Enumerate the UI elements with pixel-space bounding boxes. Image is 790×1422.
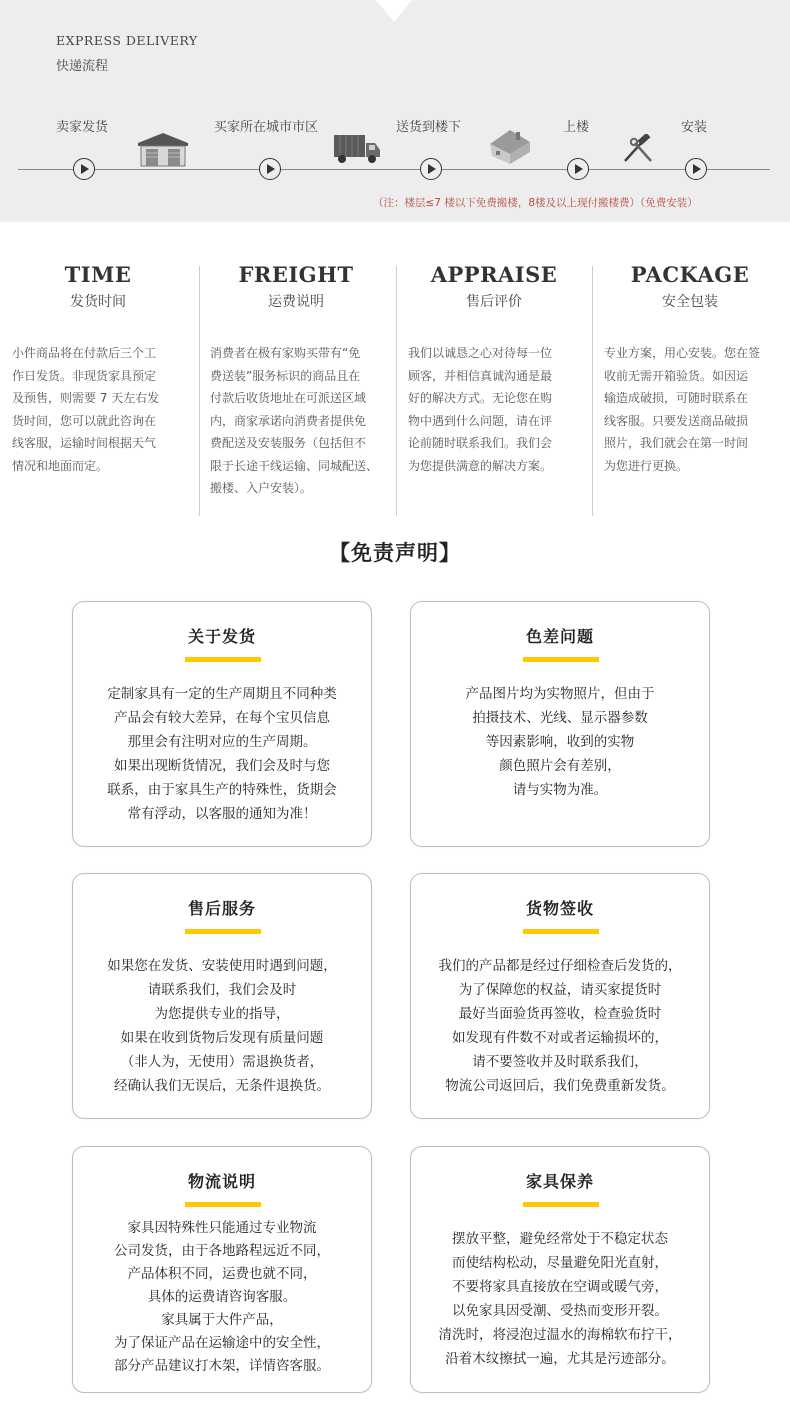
column-title: APPRAISE bbox=[430, 262, 558, 287]
body-line: 收前无需开箱验货。如因运 bbox=[604, 368, 749, 383]
card-body bbox=[411, 1227, 709, 1371]
body-line: 拍摄技术、光线、显示器参数 bbox=[472, 710, 648, 726]
hammer-icon bbox=[621, 134, 657, 164]
body-line: 论前随时联系我们。我们会 bbox=[408, 436, 553, 450]
card-accent-bar bbox=[185, 1202, 261, 1207]
body-line: 我们以诚恳之心对待每一位 bbox=[408, 346, 553, 360]
body-line: 小件商品将在付款后三个工 bbox=[12, 346, 157, 360]
body-line: 付款后收货地址在可派送区域 bbox=[210, 391, 367, 405]
card-title: 物流说明 bbox=[187, 1172, 256, 1191]
play-arrow-icon bbox=[259, 158, 281, 180]
column-title: PACKAGE bbox=[630, 262, 750, 287]
body-line: 以免家具因受潮、受热而变形开裂。 bbox=[452, 1303, 668, 1319]
body-line: （非人为，无使用）需退换货者， bbox=[120, 1054, 324, 1070]
disclaimer-heading: 【免责声明】 bbox=[329, 541, 461, 565]
play-arrow-icon bbox=[567, 158, 589, 180]
express-subtitle: 快递流程 bbox=[56, 59, 109, 74]
body-line: 而使结构松动，尽量避免阳光直射， bbox=[452, 1255, 668, 1271]
card-accent-bar bbox=[523, 1202, 599, 1207]
card-body bbox=[73, 1217, 371, 1378]
body-line: 产品体积不同，运费也就不同， bbox=[127, 1266, 317, 1282]
body-line: 为了保证产品在运输途中的安全性， bbox=[114, 1335, 330, 1351]
card-accent-bar bbox=[523, 657, 599, 662]
body-line: 如果出现断货情况，我们会及时与您 bbox=[114, 758, 330, 774]
disclaimer-card-receipt bbox=[410, 873, 710, 1119]
step-label-upstairs: 上楼 bbox=[563, 120, 590, 135]
body-line: 清洗时，将浸泡过温水的海棉软布拧干， bbox=[438, 1327, 682, 1343]
flow-line bbox=[18, 169, 770, 170]
step-label-seller-ship: 卖家发货 bbox=[56, 120, 109, 135]
info-column-package bbox=[592, 262, 788, 473]
info-column-time bbox=[0, 262, 196, 473]
body-line: 最好当面验货再签收，检查验货时 bbox=[458, 1006, 662, 1022]
house-icon bbox=[486, 124, 534, 166]
express-title: EXPRESS DELIVERY bbox=[56, 33, 198, 48]
body-line: 产品会有较大差异，在每个宝贝信息 bbox=[114, 710, 330, 726]
body-line: 线客服，运输时间根据天气 bbox=[12, 436, 157, 450]
card-title: 售后服务 bbox=[187, 899, 256, 918]
body-line: 家具因特殊性只能通过专业物流 bbox=[127, 1220, 317, 1236]
disclaimer-card-color bbox=[410, 601, 710, 847]
card-accent-bar bbox=[185, 929, 261, 934]
disclaimer-card-shipping bbox=[72, 601, 372, 847]
body-line: 为了保障您的权益，请买家提货时 bbox=[458, 982, 662, 998]
body-line: 限于长途干线运输、同城配送、 bbox=[210, 458, 379, 473]
column-subtitle: 安全包装 bbox=[662, 294, 718, 310]
body-line: 等因素影响，收到的实物 bbox=[485, 734, 635, 750]
card-body bbox=[411, 682, 709, 802]
info-column-appraise bbox=[396, 262, 592, 473]
play-arrow-icon bbox=[685, 158, 707, 180]
body-line: 照片，我们就会在第一时间 bbox=[604, 436, 749, 450]
body-line: 物中遇到什么问题，请在评 bbox=[408, 413, 553, 428]
disclaimer-card-logistics bbox=[72, 1146, 372, 1393]
body-line: 为您提供满意的解决方案。 bbox=[408, 458, 553, 473]
section-notch bbox=[376, 0, 412, 22]
body-line: 摆放平整，避免经常处于不稳定状态 bbox=[452, 1231, 668, 1247]
disclaimer-card-after-sales bbox=[72, 873, 372, 1119]
body-line: 部分产品建议打木架，详情咨客服。 bbox=[114, 1358, 330, 1374]
column-body bbox=[210, 342, 382, 500]
body-line: 为您进行更换。 bbox=[604, 458, 689, 473]
column-body bbox=[604, 342, 776, 477]
body-line: 顾客，并相信真诚沟通是最 bbox=[408, 368, 553, 383]
step-label-buyer-city: 买家所在城市市区 bbox=[214, 120, 319, 135]
body-line: 产品图片均为实物照片，但由于 bbox=[465, 686, 655, 702]
warehouse-icon bbox=[136, 131, 190, 167]
info-column-freight bbox=[198, 262, 394, 495]
floor-fee-note: （注：楼层≤7 楼以下免费搬楼，8楼及以上现付搬楼费）（免费安装） bbox=[373, 197, 698, 209]
body-line: 专业方案，用心安装。您在签 bbox=[604, 346, 761, 360]
body-line: 联系，由于家具生产的特殊性，货期会 bbox=[107, 782, 337, 798]
body-line: 情况和地面而定。 bbox=[12, 458, 109, 473]
play-arrow-icon bbox=[420, 158, 442, 180]
body-line: 那里会有注明对应的生产周期。 bbox=[127, 734, 317, 750]
body-line: 如果在收到货物后发现有质量问题 bbox=[120, 1030, 324, 1046]
card-body bbox=[73, 954, 371, 1098]
body-line: 颜色照片会有差别， bbox=[499, 758, 621, 774]
body-line: 具体的运费请咨询客服。 bbox=[147, 1289, 297, 1305]
body-line: 线客服。只要发送商品破损 bbox=[604, 413, 749, 428]
column-title: TIME bbox=[64, 262, 132, 287]
play-arrow-icon bbox=[73, 158, 95, 180]
disclaimer-card-care bbox=[410, 1146, 710, 1393]
card-accent-bar bbox=[185, 657, 261, 662]
step-label-downstairs: 送货到楼下 bbox=[396, 120, 462, 135]
body-line: 公司发货，由于各地路程远近不同， bbox=[114, 1243, 330, 1259]
body-line: 内，商家承诺向消费者提供免 bbox=[210, 413, 367, 428]
body-line: 经确认我们无误后，无条件退换货。 bbox=[114, 1078, 330, 1094]
body-line: 如发现有件数不对或者运输损坏的， bbox=[452, 1030, 668, 1046]
body-line: 费送装”服务标识的商品且在 bbox=[210, 368, 361, 383]
card-body bbox=[411, 954, 709, 1098]
body-line: 不要将家具直接放在空调或暖气旁， bbox=[452, 1279, 668, 1295]
body-line: 货时间，您可以就此咨询在 bbox=[12, 413, 157, 428]
body-line: 费配送及安装服务（包括但不 bbox=[210, 436, 367, 450]
body-line: 好的解决方式。无论您在购 bbox=[408, 391, 553, 405]
body-line: 消费者在极有家购买带有“免 bbox=[210, 346, 361, 360]
body-line: 作日发货。非现货家具预定 bbox=[12, 368, 157, 383]
card-title: 家具保养 bbox=[525, 1172, 594, 1191]
card-accent-bar bbox=[523, 929, 599, 934]
column-title: FREIGHT bbox=[238, 262, 354, 287]
column-subtitle: 发货时间 bbox=[70, 294, 126, 310]
body-line: 搬楼、入户安装）。 bbox=[210, 481, 313, 495]
body-line: 沿着木纹擦拭一遍，尤其是污迹部分。 bbox=[445, 1351, 675, 1367]
column-subtitle: 售后评价 bbox=[466, 294, 522, 310]
column-body bbox=[408, 342, 580, 477]
body-line: 常有浮动，以客服的通知为准！ bbox=[127, 806, 317, 822]
body-line: 为您提供专业的指导， bbox=[154, 1006, 290, 1022]
body-line: 我们的产品都是经过仔细检查后发货的， bbox=[438, 958, 682, 974]
column-body bbox=[12, 342, 184, 477]
column-subtitle: 运费说明 bbox=[268, 294, 324, 310]
body-line: 及预售，则需要 7 天左右发 bbox=[12, 391, 160, 405]
body-line: 如果您在发货、安装使用时遇到问题， bbox=[107, 958, 337, 974]
body-line: 家具属于大件产品， bbox=[161, 1312, 283, 1328]
body-line: 定制家具有一定的生产周期且不同种类 bbox=[107, 686, 337, 702]
body-line: 请联系我们，我们会及时 bbox=[147, 982, 297, 998]
card-body bbox=[73, 682, 371, 826]
truck-icon bbox=[332, 132, 382, 165]
body-line: 请不要签收并及时联系我们， bbox=[472, 1054, 648, 1070]
card-title: 色差问题 bbox=[525, 627, 594, 646]
card-title: 货物签收 bbox=[525, 899, 594, 918]
step-label-install: 安装 bbox=[681, 120, 708, 135]
body-line: 物流公司返回后，我们免费重新发货。 bbox=[445, 1078, 675, 1094]
body-line: 请与实物为准。 bbox=[512, 782, 608, 798]
body-line: 输造成破损，可随时联系在 bbox=[604, 391, 749, 405]
card-title: 关于发货 bbox=[187, 627, 256, 646]
express-delivery-section bbox=[0, 0, 790, 222]
